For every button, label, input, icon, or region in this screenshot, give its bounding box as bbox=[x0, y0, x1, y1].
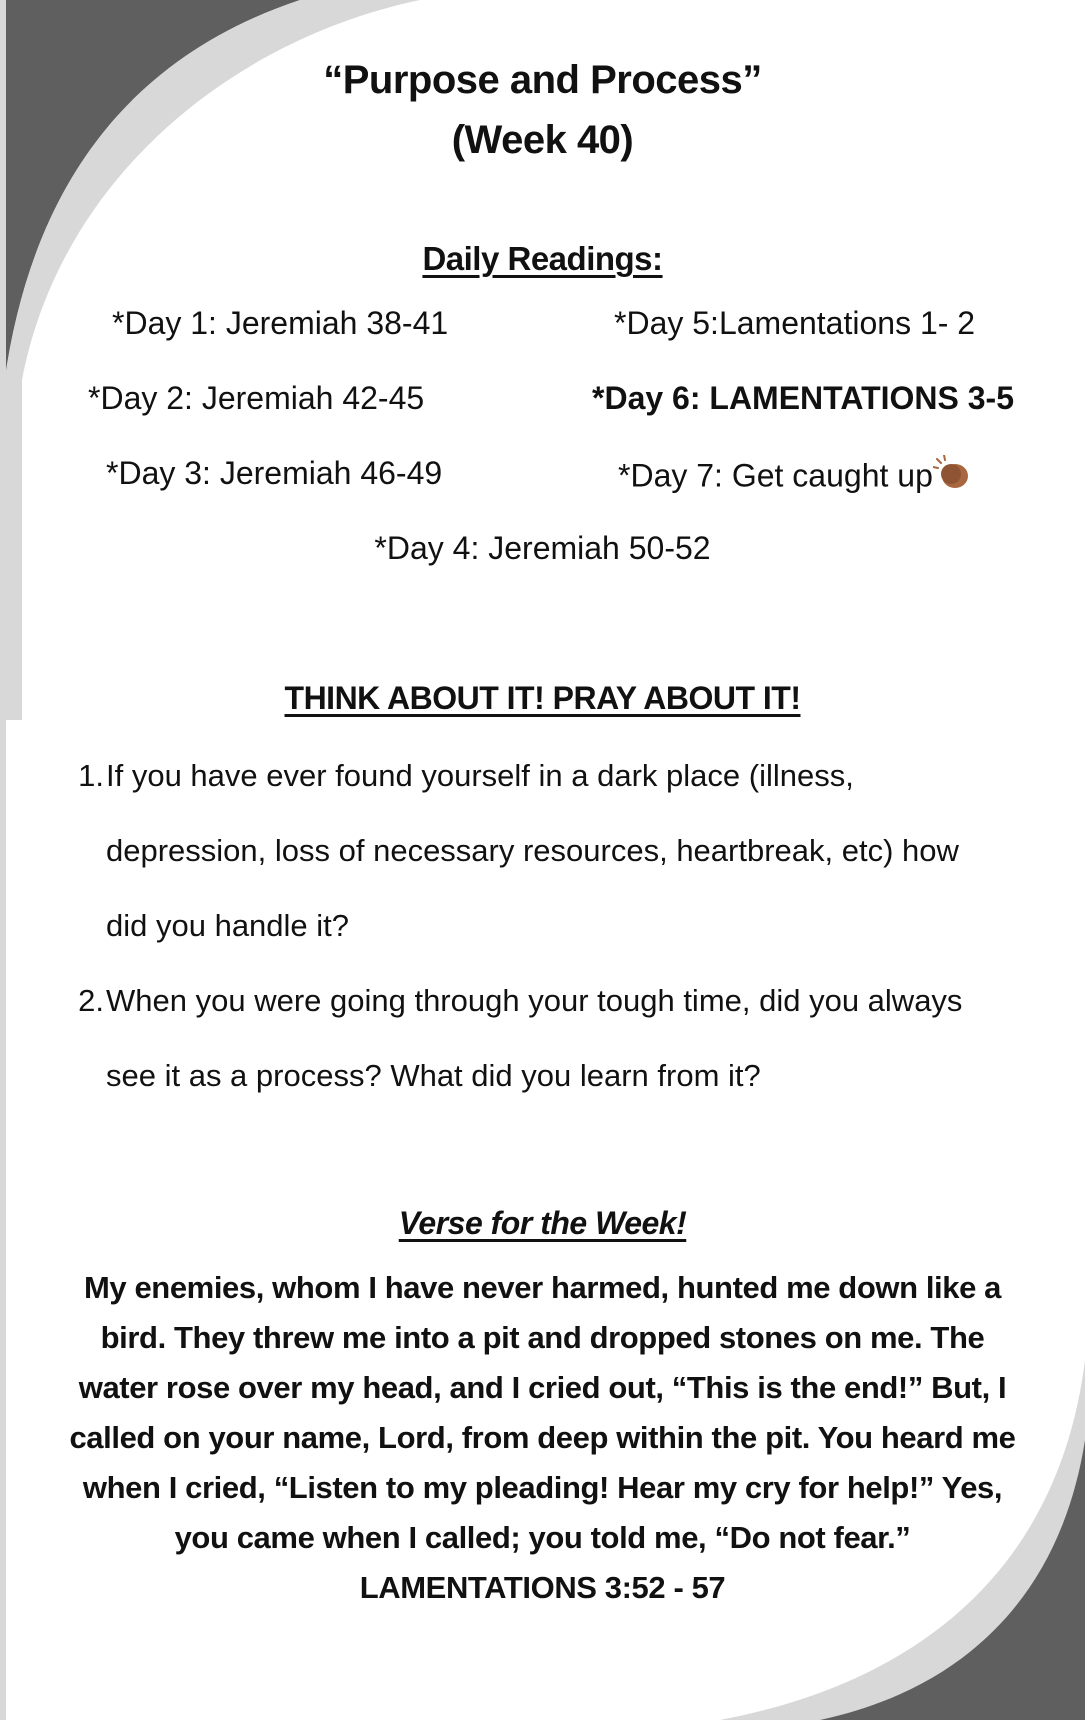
verse-reference: LAMENTATIONS 3:52 - 57 bbox=[359, 1570, 726, 1605]
reading-day-1: *Day 1: Jeremiah 38-41 bbox=[112, 305, 449, 341]
question-1-number: 1. bbox=[78, 758, 104, 793]
question-1-line-2: depression, loss of necessary resources, heartbreak, etc) how bbox=[106, 833, 959, 868]
think-pray-heading: THINK ABOUT IT! PRAY ABOUT IT! bbox=[284, 680, 801, 716]
page-title: “Purpose and Process” bbox=[323, 58, 762, 102]
verse-line-1: My enemies, whom I have never harmed, hunted me down like a bbox=[83, 1270, 1001, 1305]
daily-readings-heading: Daily Readings: bbox=[422, 240, 663, 277]
reading-day-2: *Day 2: Jeremiah 42-45 bbox=[88, 380, 425, 416]
page-subtitle: (Week 40) bbox=[451, 118, 634, 162]
reading-day-7 bbox=[618, 455, 973, 501]
verse-line-2: bird. They threw me into a pit and dropped stones on me. The bbox=[100, 1320, 985, 1355]
verse-line-6: you came when I called; you told me, “Do not fear.” bbox=[174, 1520, 911, 1555]
question-2-line-1: When you were going through your tough time, did you always bbox=[106, 983, 963, 1018]
question-2-line-2: see it as a process? What did you learn from it? bbox=[106, 1058, 761, 1093]
verse-heading: Verse for the Week! bbox=[398, 1205, 687, 1241]
reading-day-7-label: *Day 7: Get caught up bbox=[618, 457, 933, 494]
verse-line-4: called on your name, Lord, from deep within the pit. You heard me bbox=[69, 1420, 1016, 1455]
question-2-number: 2. bbox=[78, 983, 104, 1018]
question-1-line-1: If you have ever found yourself in a dark place (illness, bbox=[106, 758, 854, 793]
reading-day-6: *Day 6: LAMENTATIONS 3-5 bbox=[592, 380, 1014, 416]
reading-day-5: *Day 5:Lamentations 1- 2 bbox=[614, 305, 976, 341]
reading-day-3: *Day 3: Jeremiah 46-49 bbox=[106, 455, 443, 491]
clapping-hands-icon bbox=[933, 455, 973, 501]
question-1-line-3: did you handle it? bbox=[106, 908, 350, 943]
verse-line-5: when I cried, “Listen to my pleading! Hear my cry for help!” Yes, bbox=[82, 1470, 1003, 1505]
reading-day-4: *Day 4: Jeremiah 50-52 bbox=[374, 530, 711, 566]
verse-line-3: water rose over my head, and I cried out, “This is the end!” But, I bbox=[78, 1370, 1007, 1405]
